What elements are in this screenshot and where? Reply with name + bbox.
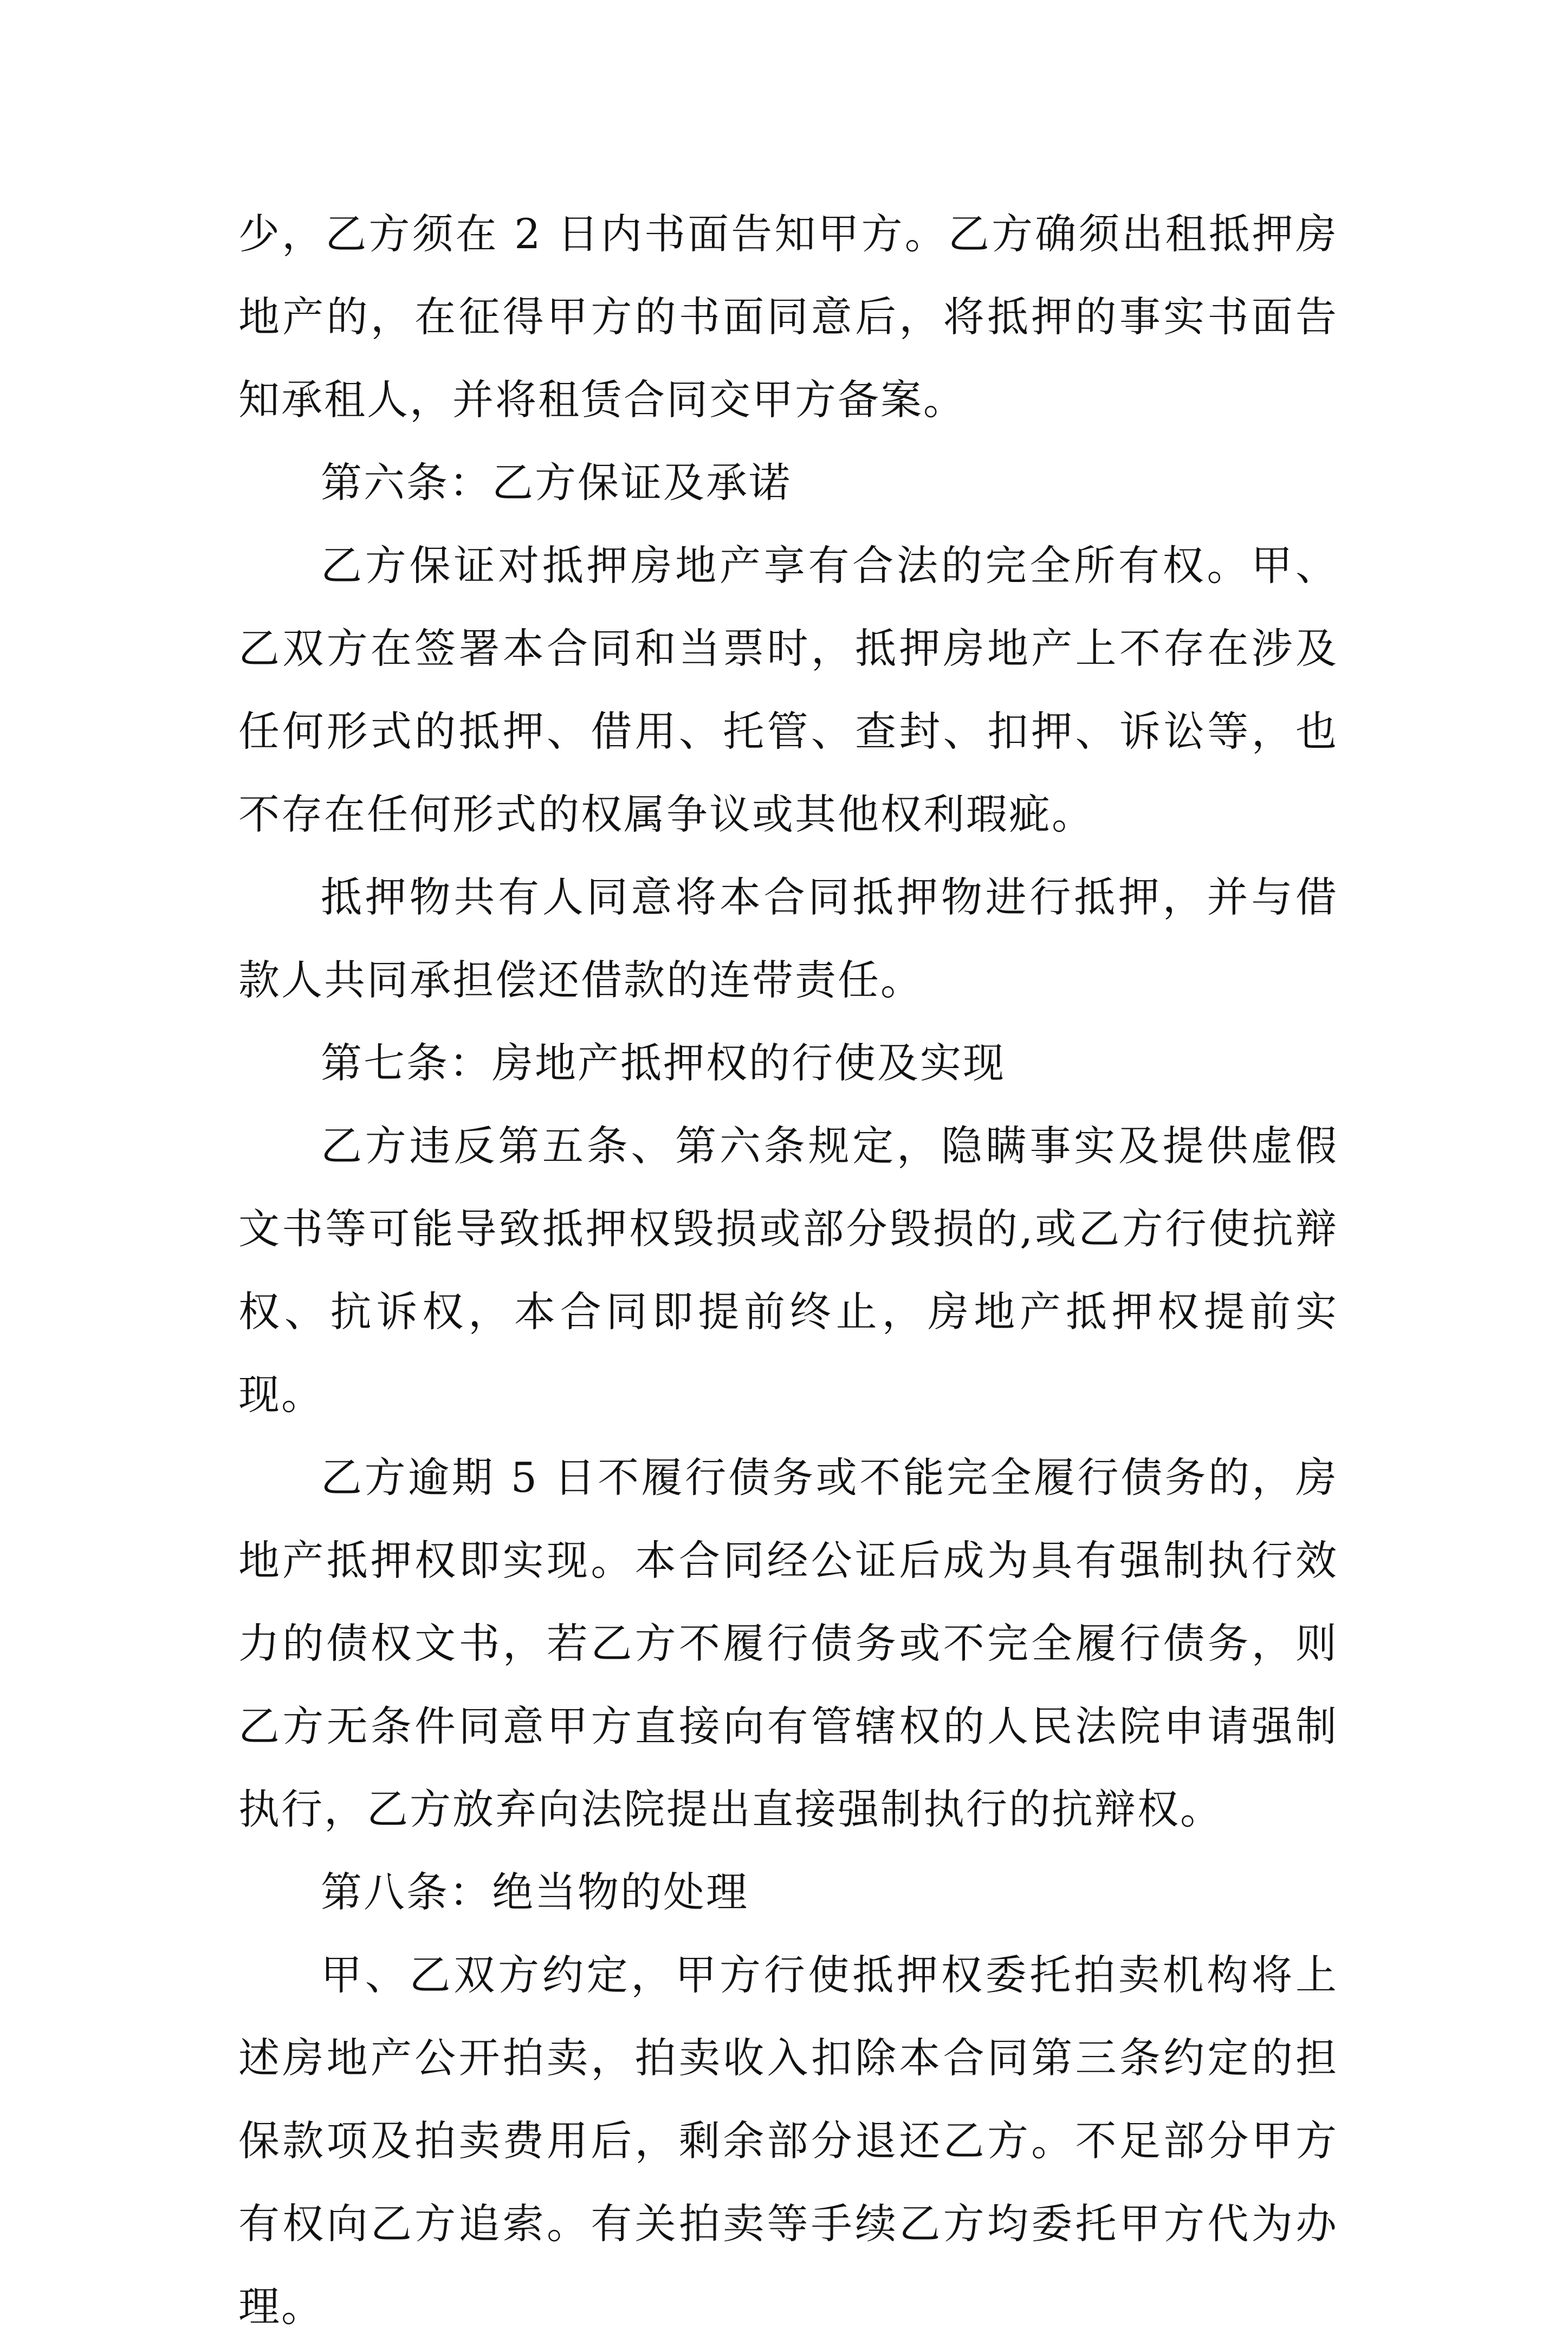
paragraph: 乙方逾期 5 日不履行债务或不能完全履行债务的，房地产抵押权即实现。本合同经公证后成为具有强制执行效力的债权文书，若乙方不履行债务或不完全履行债务，则乙方无条件同意甲方直接向有管辖权的人民法院申请强制执行，乙方放弃向法院提出直接强制执行的抗辩权。 <box>238 1453 1338 1833</box>
paragraph-continuation: 少，乙方须在 2 日内书面告知甲方。乙方确须出租抵押房地产的，在征得甲方的书面同意后，将抵押的事实书面告知承租人，并将租赁合同交甲方备案。 <box>238 210 1338 424</box>
article-6-heading: 第六条：乙方保证及承诺 <box>321 458 792 507</box>
paragraph: 甲、乙双方约定，甲方行使抵押权委托拍卖机构将上述房地产公开拍卖，拍卖收入扣除本合同第三条约定的担保款项及拍卖费用后，剩余部分退还乙方。不足部分甲方有权向乙方追索。有关拍卖等手续乙方均委托甲方代为办理。 <box>238 1951 1338 2331</box>
paragraph: 乙方违反第五条、第六条规定，隐瞒事实及提供虚假文书等可能导致抵押权毁损或部分毁损的,或乙方行使抗辩权、抗诉权，本合同即提前终止，房地产抵押权提前实现。 <box>238 1122 1338 1419</box>
document-body <box>238 192 1338 2348</box>
article-8-heading: 第八条：绝当物的处理 <box>321 1868 749 1916</box>
paragraph: 抵押物共有人同意将本合同抵押物进行抵押，并与借款人共同承担偿还借款的连带责任。 <box>238 873 1338 1004</box>
paragraph: 乙方保证对抵押房地产享有合法的完全所有权。甲、乙双方在签署本合同和当票时，抵押房地产上不存在涉及任何形式的抵押、借用、托管、查封、扣押、诉讼等，也不存在任何形式的权属争议或其他权利瑕疵。 <box>238 541 1338 838</box>
article-7-heading: 第七条：房地产抵押权的行使及实现 <box>321 1039 1006 1087</box>
